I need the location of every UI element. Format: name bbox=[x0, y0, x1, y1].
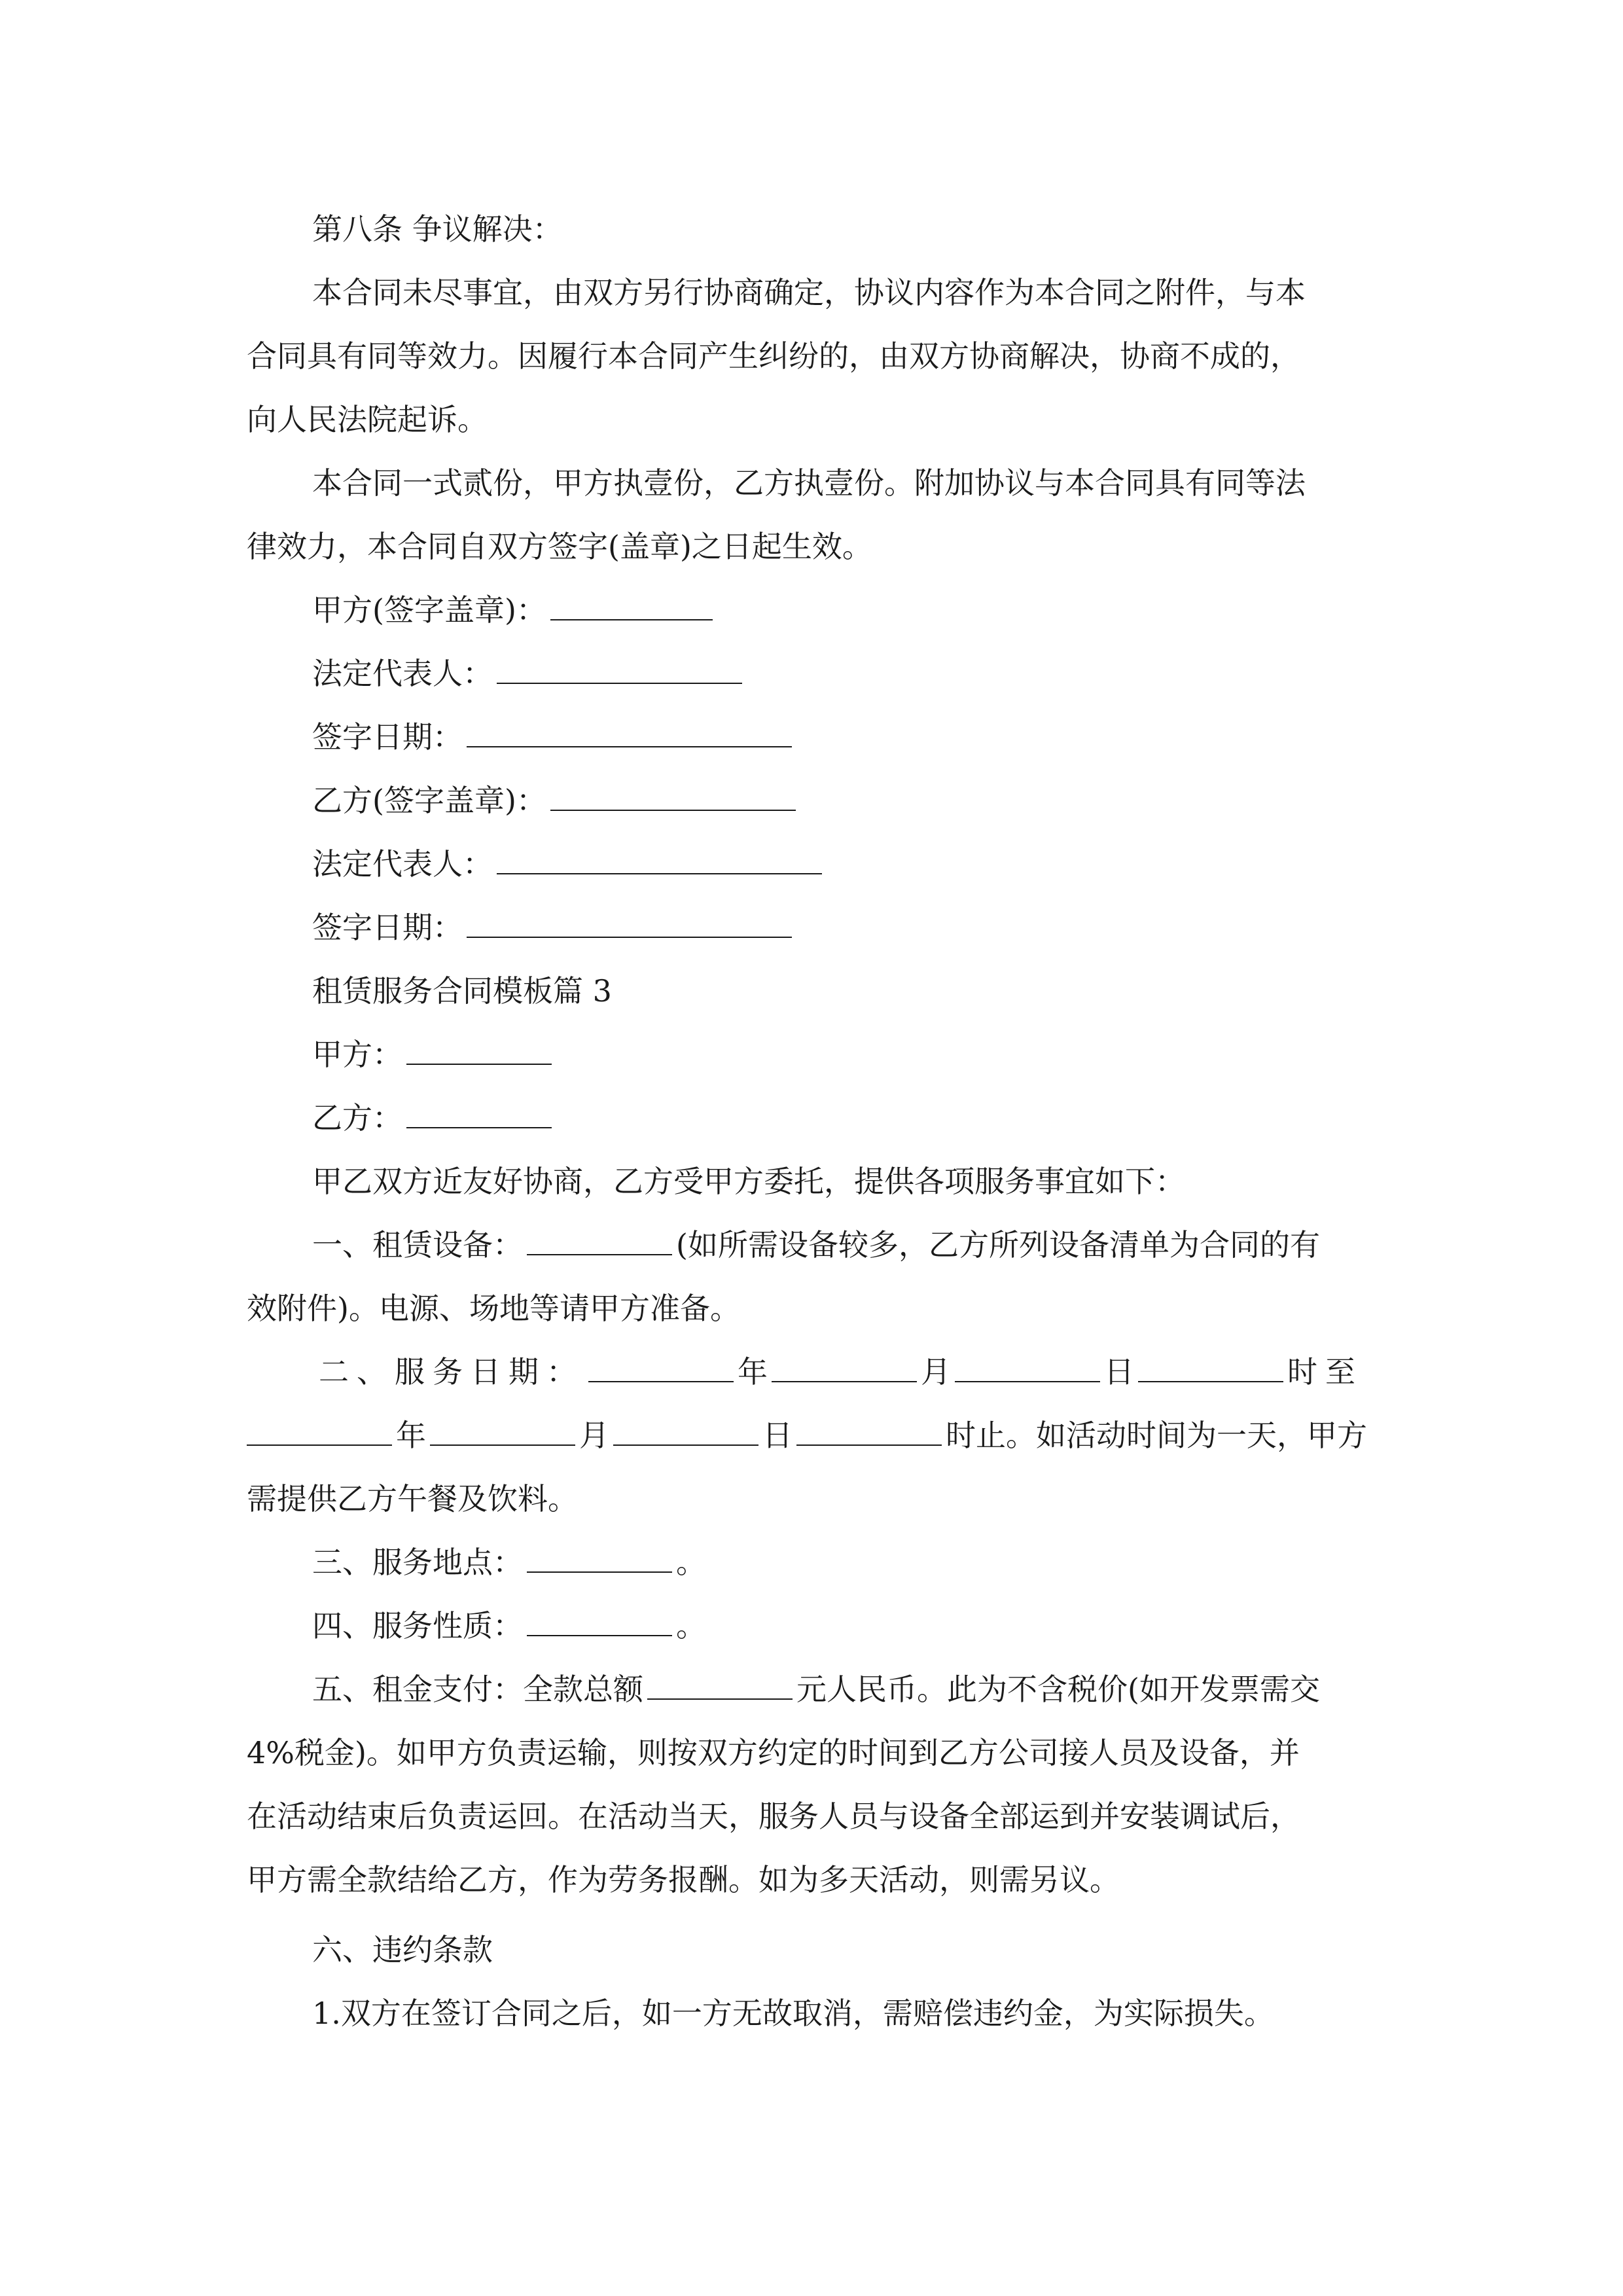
legal-rep-a-blank[interactable] bbox=[497, 654, 742, 684]
item2-start-month-blank[interactable] bbox=[772, 1352, 917, 1382]
item2-start-year-blank[interactable] bbox=[588, 1352, 734, 1382]
article8-heading: 第八条 争议解决： bbox=[312, 211, 563, 247]
item4-line bbox=[312, 1606, 706, 1645]
item3-line bbox=[312, 1543, 706, 1582]
legal-rep-b bbox=[312, 844, 826, 884]
section-title: 租赁服务合同模板篇 3 bbox=[312, 973, 612, 1009]
item2-year-2: 年 bbox=[396, 1418, 426, 1453]
paragraph-1-line-2: 合同具有同等效力。因履行本合同产生纠纷的，由双方协商解决，协商不成的， bbox=[247, 338, 1300, 374]
item5-line-1 bbox=[312, 1670, 1320, 1709]
signature-party-a-blank[interactable] bbox=[550, 590, 713, 620]
item1-line-1 bbox=[312, 1225, 1320, 1265]
paragraph-2-line-1: 本合同一式贰份，甲方执壹份，乙方执壹份。附加协议与本合同具有同等法 bbox=[312, 465, 1306, 501]
item1-line-2: 效附件)。电源、场地等请甲方准备。 bbox=[247, 1291, 740, 1326]
party-a-label: 甲方： bbox=[312, 1037, 402, 1072]
item2-month-2: 月 bbox=[579, 1418, 609, 1453]
item2-label: 二、服务日期： bbox=[319, 1354, 584, 1390]
item2-end-year-blank[interactable] bbox=[247, 1416, 392, 1446]
paragraph-2-line-2: 律效力，本合同自双方签字(盖章)之日起生效。 bbox=[247, 529, 872, 564]
sign-date-b-blank[interactable] bbox=[467, 908, 792, 938]
signature-party-b bbox=[312, 781, 800, 820]
item2-end-hour-blank[interactable] bbox=[796, 1416, 942, 1446]
item2-day-2: 日 bbox=[762, 1418, 793, 1453]
sign-date-b bbox=[312, 908, 796, 947]
signature-party-b-blank[interactable] bbox=[550, 781, 796, 811]
item5-note: 元人民币。此为不含税价(如开发票需交 bbox=[796, 1672, 1320, 1707]
item2-end-text: 时止。如活动时间为一天，甲方 bbox=[946, 1418, 1367, 1453]
item3-label: 三、服务地点： bbox=[312, 1545, 523, 1580]
item2-day-1: 日 bbox=[1104, 1354, 1134, 1390]
item4-nature-blank[interactable] bbox=[527, 1606, 672, 1636]
legal-rep-b-label: 法定代表人： bbox=[312, 846, 493, 882]
item2-line-3: 需提供乙方午餐及饮料。 bbox=[247, 1481, 578, 1516]
item3-period: 。 bbox=[676, 1545, 706, 1580]
sign-date-b-label: 签字日期： bbox=[312, 910, 463, 945]
signature-party-a bbox=[312, 590, 717, 630]
item2-line-2 bbox=[247, 1416, 1367, 1455]
signature-party-a-label: 甲方(签字盖章)： bbox=[312, 592, 546, 628]
party-a-blank[interactable] bbox=[406, 1035, 552, 1065]
item2-to: 时至 bbox=[1287, 1354, 1363, 1390]
item2-line-1 bbox=[319, 1352, 1363, 1391]
party-b-label: 乙方： bbox=[312, 1100, 402, 1136]
item1-equipment-blank[interactable] bbox=[527, 1225, 672, 1255]
sign-date-a-label: 签字日期： bbox=[312, 719, 463, 755]
sign-date-a bbox=[312, 717, 796, 757]
item4-label: 四、服务性质： bbox=[312, 1608, 523, 1643]
item2-start-day-blank[interactable] bbox=[955, 1352, 1100, 1382]
item5-amount-blank[interactable] bbox=[647, 1670, 793, 1700]
item2-start-hour-blank[interactable] bbox=[1138, 1352, 1283, 1382]
party-b-blank[interactable] bbox=[406, 1098, 552, 1128]
legal-rep-b-blank[interactable] bbox=[497, 844, 822, 874]
legal-rep-a-label: 法定代表人： bbox=[312, 656, 493, 691]
item3-location-blank[interactable] bbox=[527, 1543, 672, 1573]
item6-heading: 六、违约条款 bbox=[312, 1932, 493, 1967]
item2-month-1: 月 bbox=[921, 1354, 951, 1390]
item1-label: 一、租赁设备： bbox=[312, 1227, 523, 1263]
item5-label: 五、租金支付：全款总额 bbox=[312, 1672, 643, 1707]
item2-end-day-blank[interactable] bbox=[613, 1416, 758, 1446]
sign-date-a-blank[interactable] bbox=[467, 717, 792, 747]
party-a-line bbox=[312, 1035, 556, 1074]
paragraph-1-line-3: 向人民法院起诉。 bbox=[247, 402, 488, 437]
intro-paragraph: 甲乙双方近友好协商，乙方受甲方委托，提供各项服务事宜如下： bbox=[312, 1164, 1185, 1199]
item2-year-1: 年 bbox=[738, 1354, 768, 1390]
item5-line-2: 4%税金)。如甲方负责运输，则按双方约定的时间到乙方公司接人员及设备，并 bbox=[247, 1735, 1300, 1770]
item5-line-3: 在活动结束后负责运回。在活动当天，服务人员与设备全部运到并安装调试后， bbox=[247, 1799, 1300, 1834]
signature-party-b-label: 乙方(签字盖章)： bbox=[312, 783, 546, 818]
item4-period: 。 bbox=[676, 1608, 706, 1643]
item2-end-month-blank[interactable] bbox=[430, 1416, 575, 1446]
party-b-line bbox=[312, 1098, 556, 1138]
legal-rep-a bbox=[312, 654, 746, 693]
item1-note: (如所需设备较多，乙方所列设备清单为合同的有 bbox=[676, 1227, 1320, 1263]
item6-clause-1: 1.双方在签订合同之后，如一方无故取消，需赔偿违约金，为实际损失。 bbox=[312, 1996, 1274, 2031]
item5-line-4: 甲方需全款结给乙方，作为劳务报酬。如为多天活动，则需另议。 bbox=[247, 1862, 1120, 1897]
paragraph-1-line-1: 本合同未尽事宜，由双方另行协商确定，协议内容作为本合同之附件，与本 bbox=[312, 275, 1306, 310]
